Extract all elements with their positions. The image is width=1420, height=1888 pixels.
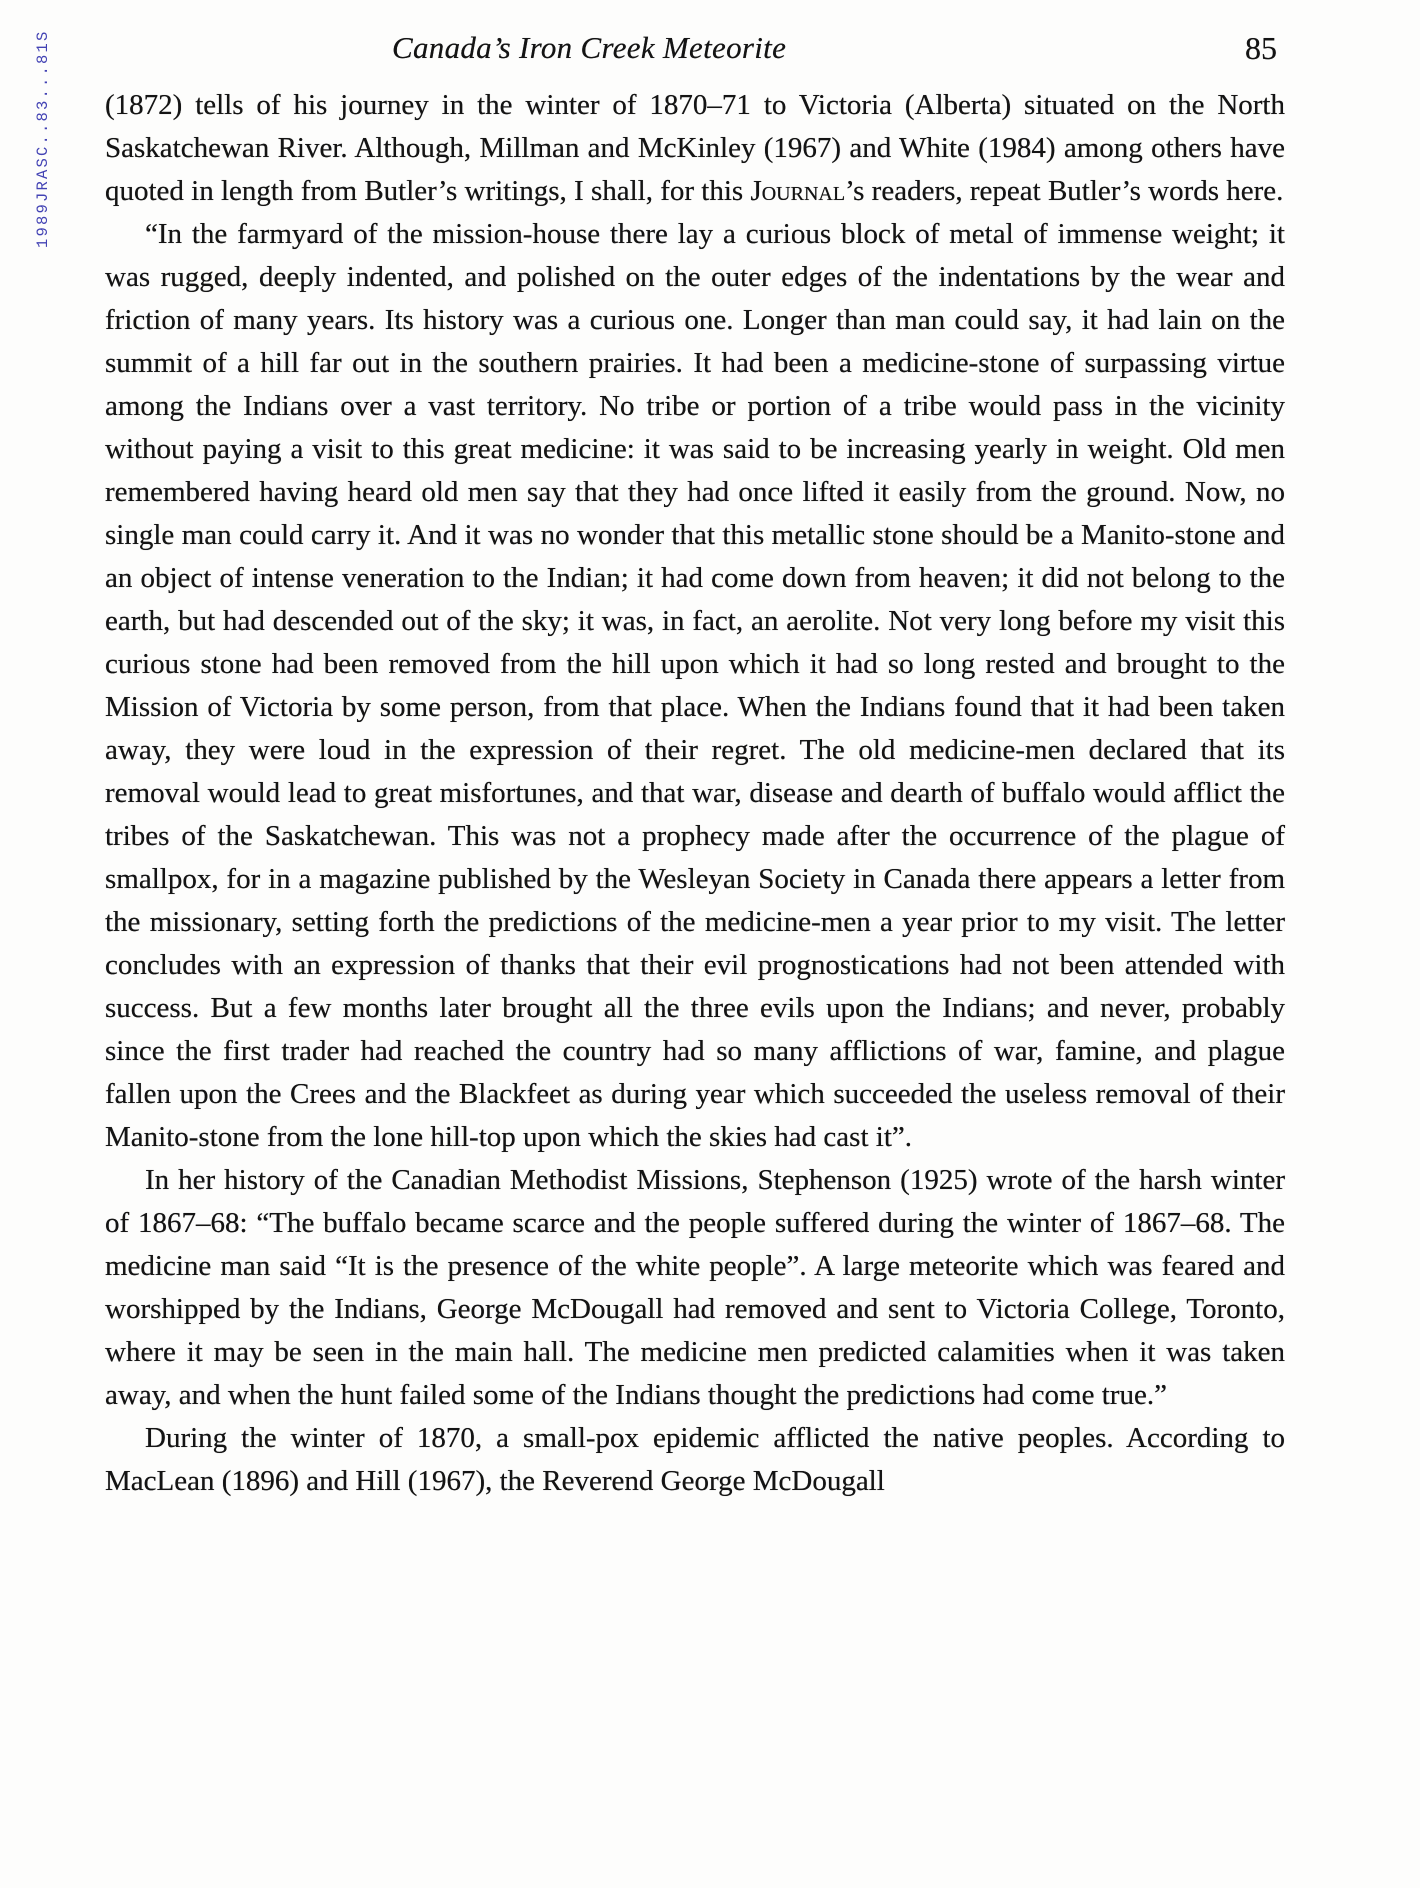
paragraph-intro-text-before: (1872) tells of his journey in the winter of 1870–71 to Victoria (Alberta) situated on the North Saskatchewan River. Although, Millman and McKinley (1967) and White (1984) among others have quoted in length from Butler’s writings, I shall, for this — [105, 89, 1285, 207]
page-number: 85 — [1245, 30, 1277, 66]
paragraph-intro — [105, 84, 1285, 213]
page-header — [105, 30, 1285, 80]
paragraph-intro-text-after: ’s readers, repeat Butler’s words here. — [845, 175, 1284, 207]
running-title: Canada’s Iron Creek Meteorite — [392, 30, 787, 65]
paragraph-butler-quote: “In the farmyard of the mission-house there lay a curious block of metal of immense weight; it was rugged, deeply indented, and polished on the outer edges of the indentations by the wear and friction of many years. Its history was a curious one. Longer than man could say, it had lain on the summit of a hill far out in the southern prairies. It had been a medicine-stone of surpassing virtue among the Indians over a vast territory. No tribe or portion of a tribe would pass in the vicinity without paying a visit to this great medicine: it was said to be increasing yearly in weight. Old men remembered having heard old men say that they had once lifted it easily from the ground. Now, no single man could carry it. And it was no wonder that this metallic stone should be a Manito-stone and an object of intense veneration to the Indian; it had come down from heaven; it did not belong to the earth, but had descended out of the sky; it was, in fact, an aerolite. Not very long before my visit this curious stone had been removed from the hill upon which it had so long rested and brought to the Mission of Victoria by some person, from that place. When the Indians found that it had been taken away, they were loud in the expression of their regret. The old medicine-men declared that its removal would lead to great misfortunes, and that war, disease and dearth of buffalo would afflict the tribes of the Saskatchewan. This was not a prophecy made after the occurrence of the plague of smallpox, for in a magazine published by the Wesleyan Society in Canada there appears a letter from the missionary, setting forth the predictions of the medicine-men a year prior to my visit. The letter concludes with an expression of thanks that their evil prognostications had not been attended with success. But a few months later brought all the three evils upon the Indians; and never, probably since the first trader had reached the country had so many afflictions of war, famine, and plague fallen upon the Crees and the Blackfeet as during year which succeeded the useless removal of their Manito-stone from the lone hill-top upon which the skies had cast it”. — [105, 218, 1285, 1153]
paragraph-stephenson: In her history of the Canadian Methodist Missions, Stephenson (1925) wrote of the harsh winter of 1867–68: “The buffalo became scarce and the people suffered during the winter of 1867–68. The medicine man said “It is the presence of the white people”. A large meteorite which was feared and worshipped by the Indians, George McDougall had removed and sent to Victoria College, Toronto, where it may be seen in the main hall. The medicine men predicted calamities when it was taken away, and when the hunt failed some of the Indians thought the predictions had come true.” — [105, 1164, 1285, 1411]
journal-word-smallcaps: Journal — [750, 175, 846, 207]
ads-watermark: 1989JRASC..83...81S — [34, 29, 52, 248]
paragraph-smallpox: During the winter of 1870, a small-pox epidemic afflicted the native peoples. According to MacLean (1896) and Hill (1967), the Reverend George McDougall — [105, 1422, 1285, 1497]
article-body — [105, 84, 1285, 1503]
